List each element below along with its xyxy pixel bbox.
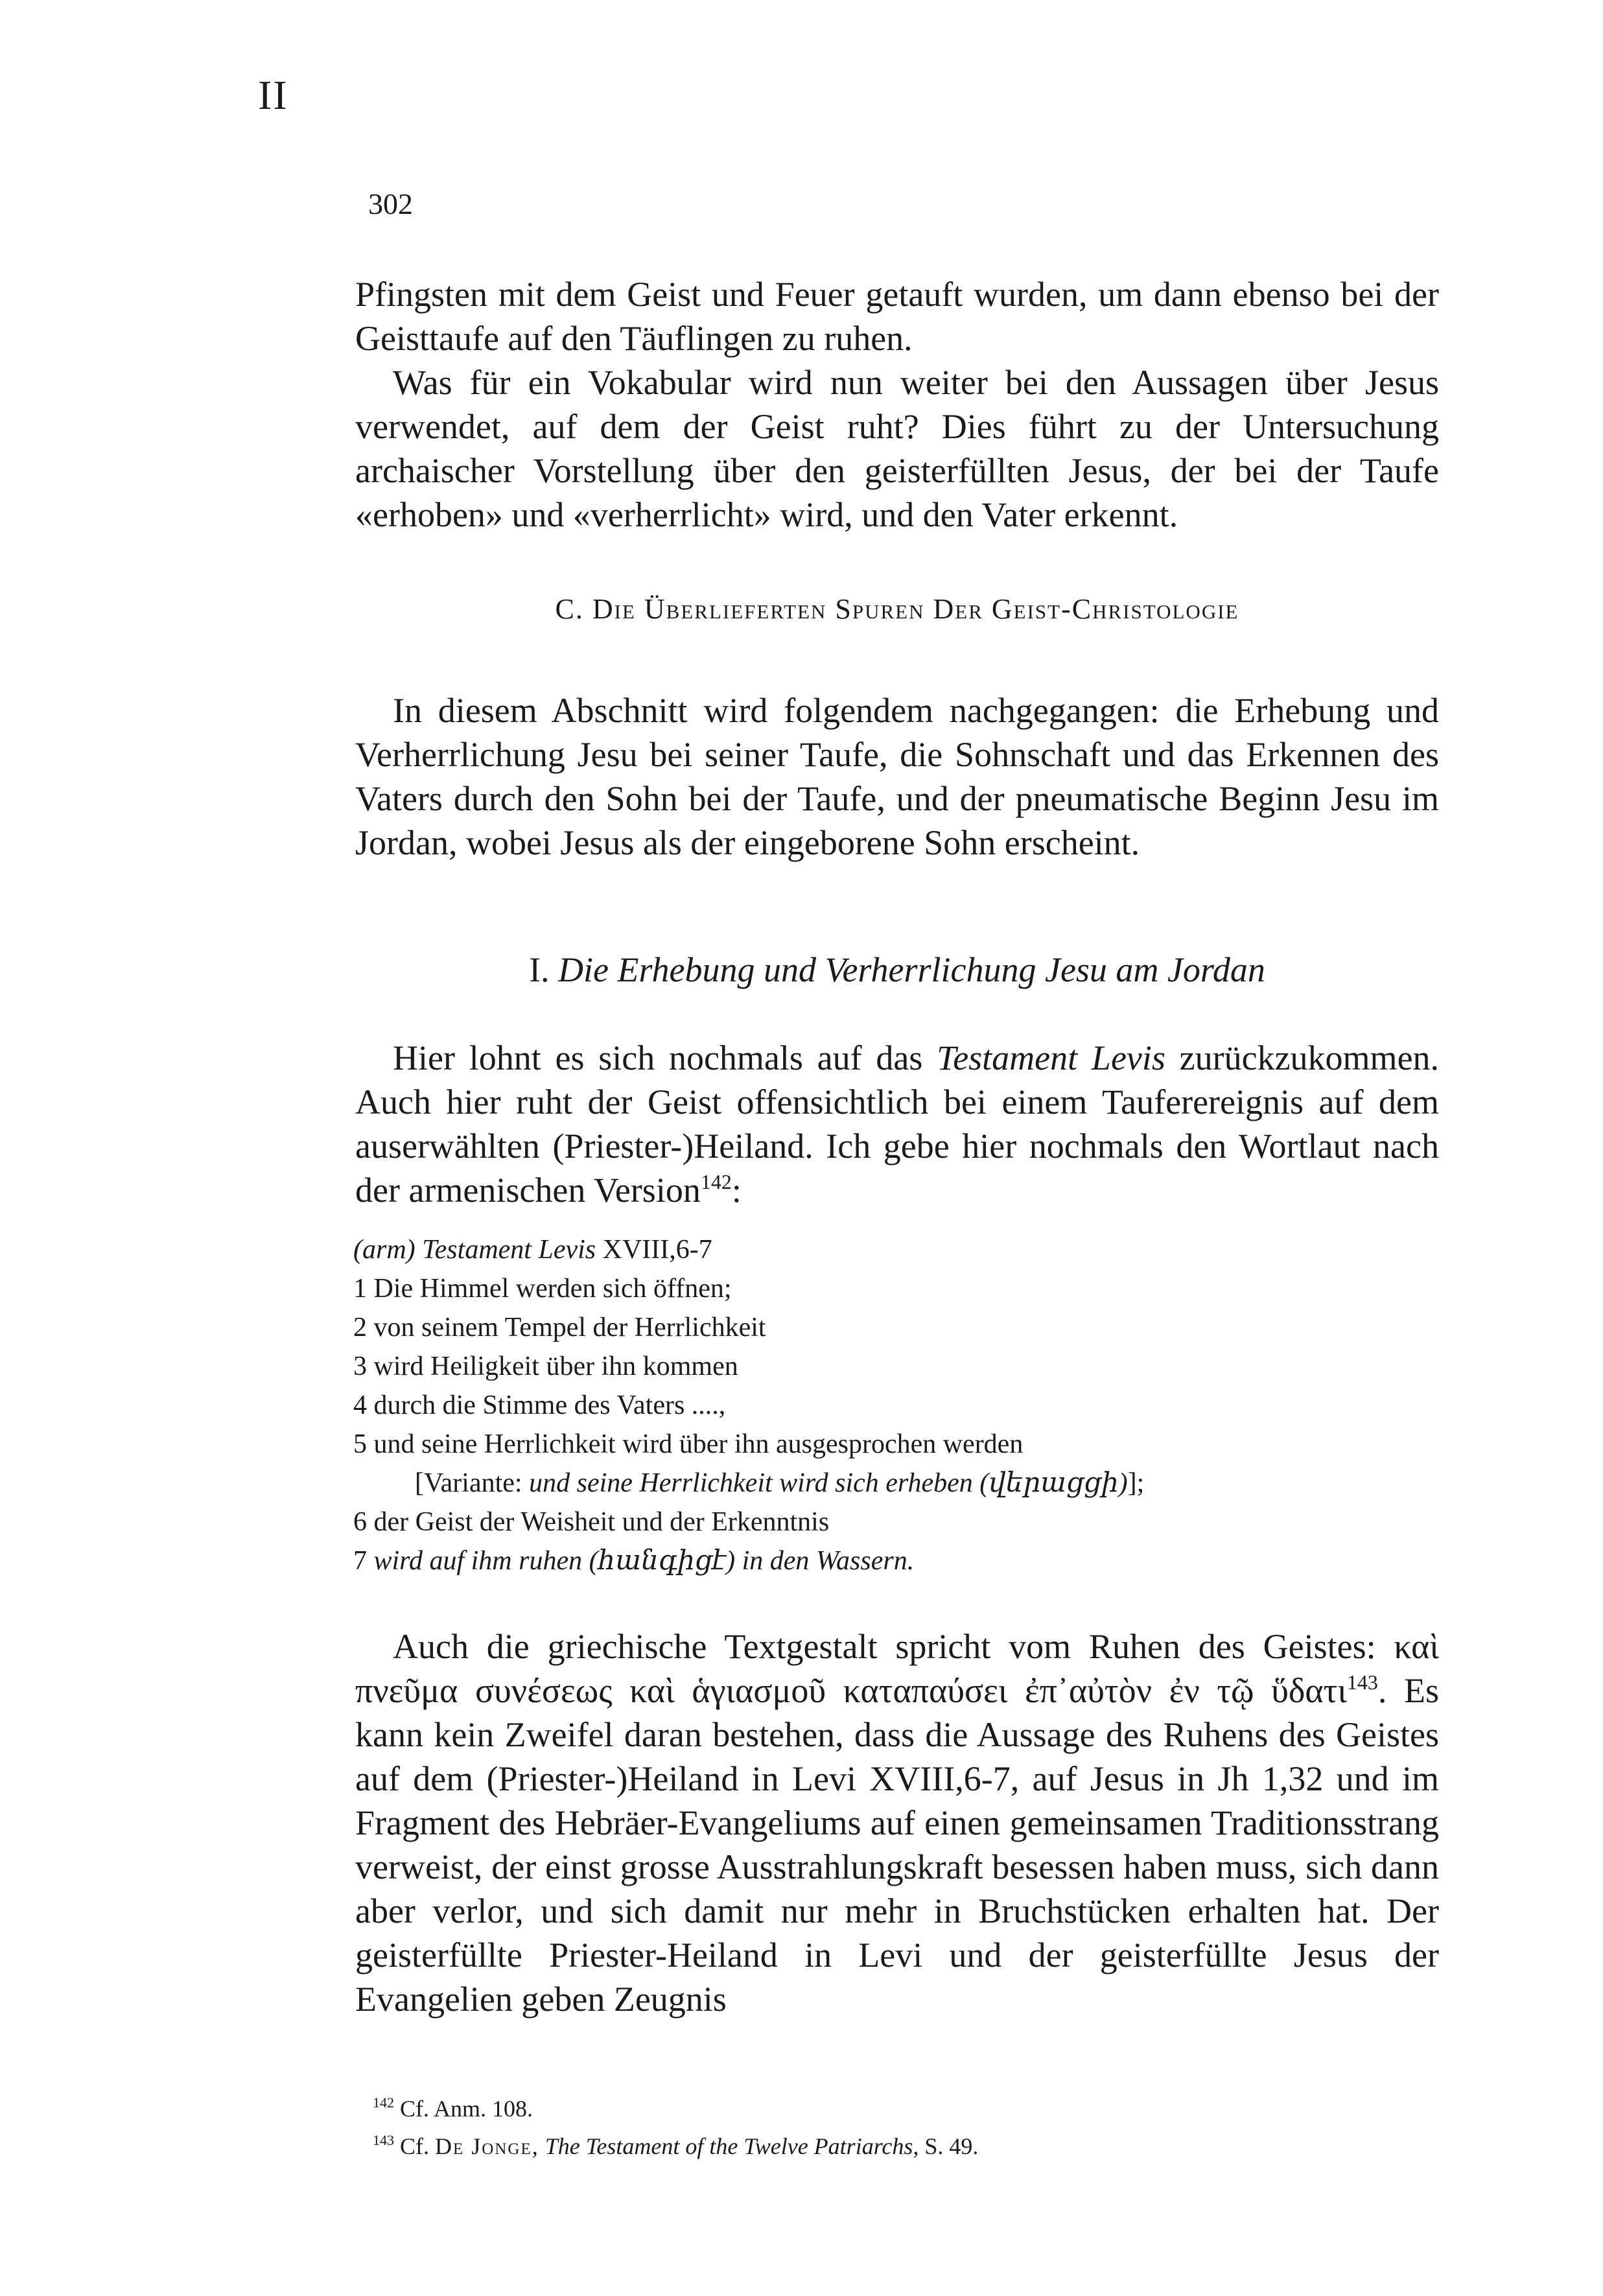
footnote-142-number: 142 xyxy=(373,2094,394,2111)
paragraph-4 xyxy=(355,1036,1439,1212)
verse-source-title: Testament Levis xyxy=(422,1235,596,1265)
verse-source-ref: XVIII,6-7 xyxy=(602,1235,712,1265)
section-intro xyxy=(355,688,1439,865)
verse-block xyxy=(353,1230,1442,1580)
variant-close: ]; xyxy=(1127,1468,1145,1498)
chapter-roman-numeral: II xyxy=(258,72,288,118)
footnote-143 xyxy=(373,2127,1442,2165)
subsection-title: Die Erhebung und Verherrlichung Jesu am Jordan xyxy=(558,950,1265,989)
variant-label: [Variante: xyxy=(415,1468,522,1498)
verse-line-7-text-a: wird auf ihm ruhen (հանգիցէ) xyxy=(373,1546,736,1576)
subsection-number: I. xyxy=(529,950,550,989)
verse-variant xyxy=(353,1464,1442,1503)
verse-line-1: 1 Die Himmel werden sich öffnen; xyxy=(353,1274,732,1304)
subsection-heading-i xyxy=(355,948,1439,992)
paragraph-1: Pfingsten mit dem Geist und Feuer getauft wurden, um dann ebenso bei der Geisttaufe auf den Täuflingen zu ruhen. xyxy=(355,275,1439,358)
verse-source-arm: (arm) xyxy=(353,1235,415,1265)
footnote-143-number: 143 xyxy=(373,2132,394,2148)
footnotes xyxy=(373,2090,1442,2165)
page-number: 302 xyxy=(368,187,413,220)
verse-line-2: 2 von seinem Tempel der Herrlichkeit xyxy=(353,1313,766,1342)
footnote-143-author: De Jonge, xyxy=(435,2133,539,2159)
p4-text-a: Hier lohnt es sich nochmals auf das xyxy=(393,1038,923,1077)
p5-text-a: Auch die griechische Textgestalt spricht vom Ruhen des Geistes: καὶ πνεῦμα συνέσεως καὶ ἁγιασμοῦ καταπαύσει ἐπ᾽αὐτὸν ἐν τῷ ὕδατι xyxy=(355,1627,1439,1710)
p5-text-b: . Es kann kein Zweifel daran bestehen, dass die Aussage des Ruhens des Geistes auf dem (Priester-)Heiland in Levi XVIII,6-7, auf Jesus in Jh 1,32 und im Fragment des Hebräer-Evangeliums auf einen gemeinsamen Traditionsstrang verweist, der einst grosse Ausstrahlungskraft besessen haben muss, sich dann aber verlor, und sich damit nur mehr in Bruchstücken erhalten hat. Der geisterfüllte Priester-Heiland in Levi und der geisterfüllte Jesus der Evangelien geben Zeugnis xyxy=(355,1671,1439,2019)
footnote-143-cf: Cf. xyxy=(400,2133,429,2159)
paragraph-3: In diesem Abschnitt wird folgendem nachgegangen: die Erhebung und Verherrlichung Jesu bei seiner Taufe, die Sohnschaft und das Erkennen des Vaters durch den Sohn bei der Taufe, und der pneumatische Beginn Jesu im Jordan, wobei Jesus als der eingeborene Sohn erscheint. xyxy=(355,691,1439,862)
footnote-142-text: Cf. Anm. 108. xyxy=(400,2096,533,2122)
footnote-ref-143: 143 xyxy=(1346,1670,1378,1694)
p4-text-b: zurückzukommen. Auch hier ruht der Geist offensichtlich bei einem Tauferereignis auf dem auserwählten (Priester-)Heiland. Ich gebe hier nochmals den Wortlaut nach der armenischen Version xyxy=(355,1038,1440,1210)
footnote-143-page: S. 49. xyxy=(924,2133,979,2159)
footnote-ref-142: 142 xyxy=(700,1170,732,1193)
verse-line-5: 5 und seine Herrlichkeit wird über ihn ausgesprochen werden xyxy=(353,1429,1024,1459)
footnote-143-title: The Testament of the Twelve Patriarchs, xyxy=(544,2133,919,2159)
p4-text-c: : xyxy=(731,1171,742,1210)
verse-line-4: 4 durch die Stimme des Vaters ...., xyxy=(353,1390,726,1420)
verse-line-7 xyxy=(353,1541,1442,1580)
verse-source xyxy=(353,1230,1442,1269)
verse-line-3: 3 wird Heiligkeit über ihn kommen xyxy=(353,1352,738,1381)
paragraph-2: Was für ein Vokabular wird nun weiter bei den Aussagen über Jesus verwendet, auf dem der Geist ruht? Dies führt zu der Untersuchung archaischer Vorstellung über den geisterfüllten Jesus, der bei der Taufe «erhoben» und «verherrlicht» wird, und den Vater erkennt. xyxy=(355,363,1439,534)
p4-work-title: Testament Levis xyxy=(937,1038,1165,1077)
verse-line-6: 6 der Geist der Weisheit und der Erkenntnis xyxy=(353,1507,830,1537)
variant-text: und seine Herrlichkeit wird sich erheben (վերացցի) xyxy=(529,1468,1128,1498)
verse-line-7-text-b: in den Wassern. xyxy=(742,1546,915,1576)
section-heading-c: C. Die Überlieferten Spuren Der Geist-Christologie xyxy=(555,593,1239,625)
footnote-142 xyxy=(373,2090,1442,2127)
paragraph-continuation xyxy=(355,272,1439,537)
verse-line-7-number: 7 xyxy=(353,1546,367,1576)
paragraph-5 xyxy=(355,1624,1439,2021)
